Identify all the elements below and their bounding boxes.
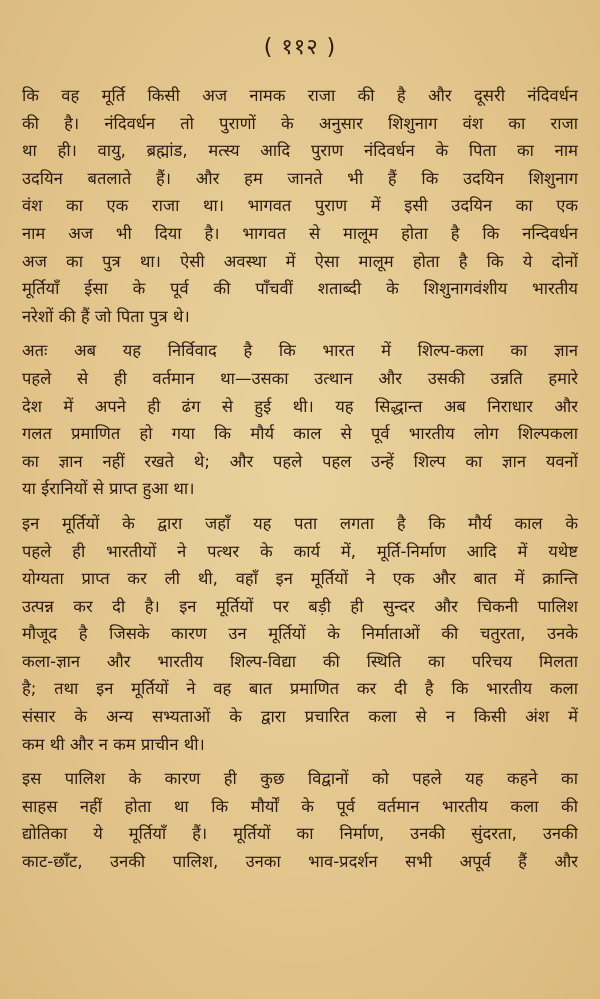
paragraph-3 — [22, 510, 578, 758]
paragraph-1 — [22, 82, 578, 330]
text-line: कला-ज्ञान और भारतीय शिल्प-विद्या की स्थिति का परिचय मिलता — [22, 651, 578, 671]
text-line: कम थी और न कम प्राचीन थी। — [22, 734, 205, 754]
text-line: इन मूर्तियों के द्वारा जहाँ यह पता लगता है कि मौर्य काल के — [22, 513, 578, 533]
text-line: गलत प्रमाणित हो गया कि मौर्य काल से पूर्व भारतीय लोग शिल्पकला — [22, 424, 578, 444]
text-line: नरेशों की हैं जो पिता पुत्र थे। — [22, 306, 190, 326]
text-line: मौजूद है जिसके कारण उन मूर्तियों के निर्माताओं की चतुरता, उनके — [22, 624, 578, 644]
text-line: है; तथा इन मूर्तियों ने वह बात प्रमाणित कर दी है कि भारतीय कला — [22, 679, 578, 699]
text-line: उदयिन बतलाते हैं। और हम जानते भी हैं कि उदयिन शिशुनाग — [22, 168, 578, 188]
text-line: संसार के अन्य सभ्यताओं के द्वारा प्रचारित कला से न किसी अंश में — [22, 707, 578, 727]
text-line: नाम अज भी दिया है। भागवत से मालूम होता है कि नन्दिवर्धन — [22, 223, 578, 243]
paragraph-2 — [22, 337, 578, 503]
text-line: का ज्ञान नहीं रखते थे; और पहले पहल उन्हें शिल्प का ज्ञान यवनों — [22, 451, 578, 471]
text-line: साहस नहीं होता था कि मौर्यों के पूर्व वर्तमान भारतीय कला की — [22, 796, 578, 816]
text-line: इस पालिश के कारण ही कुछ विद्वानों को पहले यह कहने का — [22, 769, 578, 789]
text-line: था ही। वायु, ब्रह्मांड, मत्स्य आदि पुराण नंदिवर्धन के पिता का नाम — [22, 141, 578, 161]
text-line: देश में अपने ही ढंग से हुई थी। यह सिद्धान्त अब निराधार और — [22, 396, 578, 416]
text-line: मूर्तियाँ ईसा के पूर्व की पाँचवीं शताब्दी के शिशुनागवंशीय भारतीय — [22, 279, 578, 299]
paragraph-4 — [22, 765, 578, 875]
text-line: पहले ही भारतीयों ने पत्थर के कार्य में, मूर्ति-निर्माण आदि में यथेष्ट — [22, 541, 578, 561]
text-line: अतः अब यह निर्विवाद है कि भारत में शिल्प-कला का ज्ञान — [22, 341, 578, 361]
page-number: ( ११२ ) — [263, 35, 337, 60]
text-line: पहले से ही वर्तमान था—उसका उत्थान और उसकी उन्नति हमारे — [22, 368, 578, 388]
text-line: काट-छाँट, उनकी पालिश, उनका भाव-प्रदर्शन सभी अपूर्व हैं और — [22, 852, 578, 872]
text-line: द्योतिका ये मूर्तियाँ हैं। मूर्तियों का निर्माण, उनकी सुंदरता, उनकी — [22, 824, 578, 844]
text-line: कि वह मूर्ति किसी अज नामक राजा की है और दूसरी नंदिवर्धन — [22, 86, 578, 105]
text-line: या ईरानियों से प्राप्त हुआ था। — [22, 479, 195, 499]
text-line: उत्पन्न कर दी है। इन मूर्तियों पर बड़ी ही सुन्दर और चिकनी पालिश — [22, 596, 578, 616]
text-line: की है। नंदिवर्धन तो पुराणों के अनुसार शिशुनाग वंश का राजा — [22, 113, 578, 133]
text-line: वंश का एक राजा था। भागवत पुराण में इसी उदयिन का एक — [22, 196, 578, 216]
text-line: योग्यता प्राप्त कर ली थी, वहाँ इन मूर्तियों ने एक और बात में क्रान्ति — [22, 569, 578, 589]
text-line: अज का पुत्र था। ऐसी अवस्था में ऐसा मालूम होता है कि ये दोनों — [22, 251, 578, 271]
